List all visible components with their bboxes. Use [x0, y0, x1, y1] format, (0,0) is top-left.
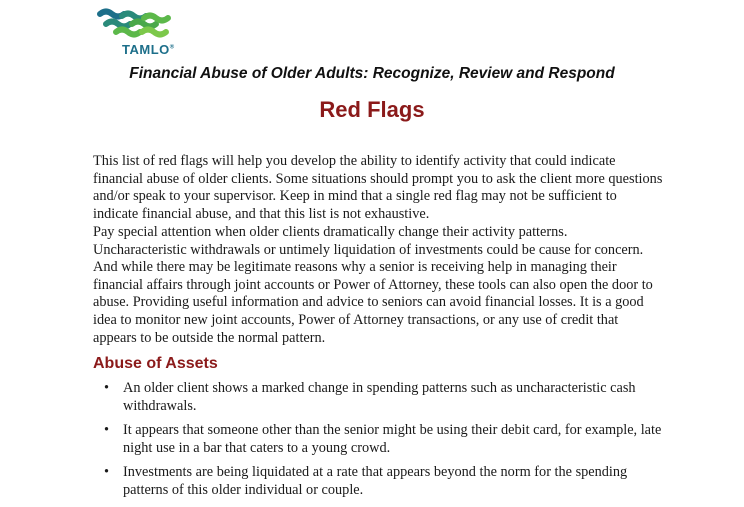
wave-mark-icon: [92, 6, 192, 46]
page-title: Red Flags: [319, 97, 425, 122]
tamlo-logo: [92, 6, 202, 56]
intro-paragraph: This list of red flags will help you develop the ability to identify activity that could indicate financial abuse of older clients. Some situations should prompt you to ask the client more questions and/or speak to your supervisor. Keep in mind that a single red flag may not be sufficient to indicate financial abuse, and that this list is not exhaustive.: [93, 153, 663, 222]
bullet-icon: •: [104, 464, 110, 481]
list-item: • Investments are being liquidated at a rate that appears beyond the norm for the spending patterns of this older individual or couple.: [104, 464, 628, 498]
list-item: • An older client shows a marked change in spending patterns such as uncharacteristic cash withdrawals.: [104, 380, 636, 414]
list-item: • It appears that someone other than the senior might be using their debit card, for example, late night use in a bar that caters to a young crowd.: [104, 422, 662, 456]
bullet-icon: •: [104, 380, 110, 396]
document-subtitle: Financial Abuse of Older Adults: Recognize, Review and Respond: [129, 65, 615, 82]
red-flag-list: [93, 380, 663, 507]
bullet-icon: •: [104, 422, 110, 439]
attention-paragraph: Pay special attention when older clients dramatically change their activity patterns. Uncharacteristic withdrawals or untimely liquidation of investments could be cause for concern. And while there may be legitimate reasons why a senior is receiving help in managing their financial affairs through joint accounts or Power of Attorney, these tools can also open the door to abuse. Providing useful information and advice to seniors can avoid financial losses. It is a good idea to monitor new joint accounts, Power of Attorney transactions, or any use of credit that appears to be outside the normal pattern.: [93, 224, 653, 346]
logo-wordmark: TAMLO®: [122, 42, 175, 57]
section-heading: Abuse of Assets: [93, 355, 218, 372]
